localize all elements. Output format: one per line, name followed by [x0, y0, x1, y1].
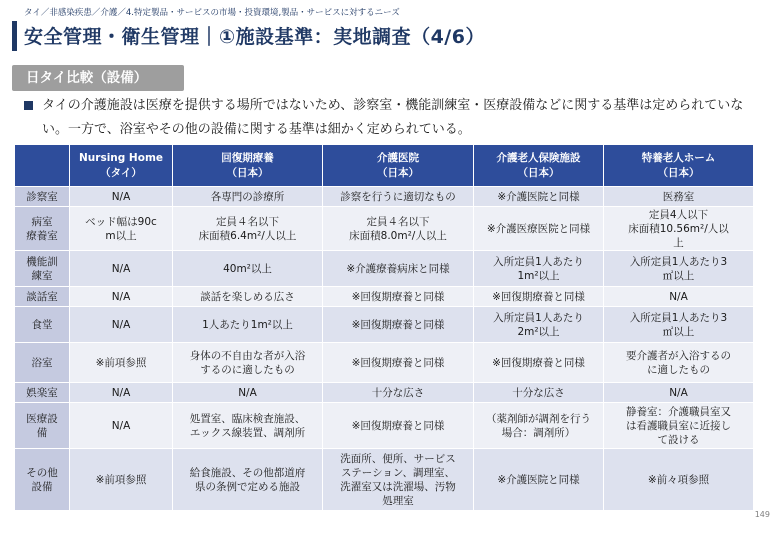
table-cell: 入所定員1人あたり 2m²以上: [474, 307, 604, 343]
table-cell: N/A: [70, 251, 173, 287]
row-header-cell: 談話室: [15, 287, 70, 307]
table-cell: 洗面所、便所、サービス ステーション、調理室、 洗濯室又は洗濯場、汚物 処理室: [323, 449, 474, 511]
table-cell: 入所定員1人あたり 1m²以上: [474, 251, 604, 287]
comparison-table: [14, 144, 754, 511]
row-header-cell: 病室 療養室: [15, 207, 70, 251]
table-cell: N/A: [70, 307, 173, 343]
table-cell: 十分な広さ: [474, 383, 604, 403]
table-cell: 要介護者が入浴するの に適したもの: [604, 343, 754, 383]
table-cell: ※回復期療養と同様: [323, 287, 474, 307]
header-cell: 介護老人保険施設 （日本）: [474, 145, 604, 187]
table-cell: 入所定員1人あたり3 ㎡以上: [604, 251, 754, 287]
page-number: 149: [754, 510, 770, 519]
table-cell: 談話を楽しめる広さ: [173, 287, 323, 307]
table-row: [15, 383, 754, 403]
table-cell: N/A: [70, 187, 173, 207]
row-header-cell: 食堂: [15, 307, 70, 343]
breadcrumb: タイ／非感染疾患／介護／4.特定製品・サービスの市場・投資環境,製品・サービスに対するニーズ: [24, 8, 400, 18]
table-row: [15, 403, 754, 449]
table-cell: ※介護医院と同様: [474, 187, 604, 207]
table-cell: ※回復期療養と同様: [323, 343, 474, 383]
table-cell: 各専門の診療所: [173, 187, 323, 207]
table-cell: ベッド幅は90c m以上: [70, 207, 173, 251]
table-cell: ※回復期療養と同様: [323, 403, 474, 449]
bullet-text: タイの介護施設は医療を提供する場所ではないため、診察室・機能訓練室・医療設備などに関する基準は定められていない。一方で、浴室やその他の設備に関する基準は細かく定められている。: [42, 98, 744, 137]
table-cell: 十分な広さ: [323, 383, 474, 403]
table-cell: 静養室：介護職員室又 は看護職員室に近接し て設ける: [604, 403, 754, 449]
table-row: [15, 287, 754, 307]
table-row: [15, 343, 754, 383]
table-cell: 給食施設、その他都道府 県の条例で定める施設: [173, 449, 323, 511]
table-cell: 診察を行うに適切なもの: [323, 187, 474, 207]
table-cell: N/A: [70, 383, 173, 403]
table-cell: 処置室、臨床検査施設、 エックス線装置、調剤所: [173, 403, 323, 449]
table-row: [15, 187, 754, 207]
table-cell: 定員４名以下 床面積8.0m²/人以上: [323, 207, 474, 251]
row-header-cell: 診察室: [15, 187, 70, 207]
page-title: 安全管理・衛生管理｜①施設基準：実地調査（4/6）: [24, 26, 485, 48]
title-accent-bar: [12, 21, 17, 51]
table-row: [15, 207, 754, 251]
table-cell: ※前項参照: [70, 343, 173, 383]
table-cell: （薬剤師が調剤を行う 場合：調剤所）: [474, 403, 604, 449]
table-row: [15, 449, 754, 511]
table-header-row: [15, 145, 754, 187]
table-cell: N/A: [70, 287, 173, 307]
table-cell: 定員４名以下 床面積6.4m²/人以上: [173, 207, 323, 251]
table-cell: ※介護医院と同様: [474, 449, 604, 511]
header-cell: 回復期療養 （日本）: [173, 145, 323, 187]
table-cell: N/A: [604, 383, 754, 403]
table-cell: ※回復期療養と同様: [323, 307, 474, 343]
row-header-cell: その他 設備: [15, 449, 70, 511]
table-cell: ※回復期療養と同様: [474, 287, 604, 307]
table-cell: ※介護療養病床と同様: [323, 251, 474, 287]
header-cell: 特養老人ホーム （日本）: [604, 145, 754, 187]
table-cell: ※前々項参照: [604, 449, 754, 511]
table-cell: 医務室: [604, 187, 754, 207]
table-cell: 入所定員1人あたり3 ㎡以上: [604, 307, 754, 343]
table-cell: ※回復期療養と同様: [474, 343, 604, 383]
table-cell: N/A: [604, 287, 754, 307]
row-header-cell: 機能訓 練室: [15, 251, 70, 287]
row-header-cell: 浴室: [15, 343, 70, 383]
table-cell: N/A: [70, 403, 173, 449]
table-cell: 身体の不自由な者が入浴 するのに適したもの: [173, 343, 323, 383]
table-cell: ※前項参照: [70, 449, 173, 511]
header-cell: 介護医院 （日本）: [323, 145, 474, 187]
row-header-cell: 医療設 備: [15, 403, 70, 449]
bullet-square-icon: [24, 101, 33, 110]
table-cell: 40m²以上: [173, 251, 323, 287]
table-cell: ※介護医療医院と同様: [474, 207, 604, 251]
table-cell: 定員4人以下 床面積10.56m²/人以 上: [604, 207, 754, 251]
table-cell: N/A: [173, 383, 323, 403]
header-cell: [15, 145, 70, 187]
table-row: [15, 307, 754, 343]
row-header-cell: 娯楽室: [15, 383, 70, 403]
section-tag: 日タイ比較（設備）: [12, 65, 184, 91]
header-cell: Nursing Home （タイ）: [70, 145, 173, 187]
table-row: [15, 251, 754, 287]
table-cell: 1人あたり1m²以上: [173, 307, 323, 343]
